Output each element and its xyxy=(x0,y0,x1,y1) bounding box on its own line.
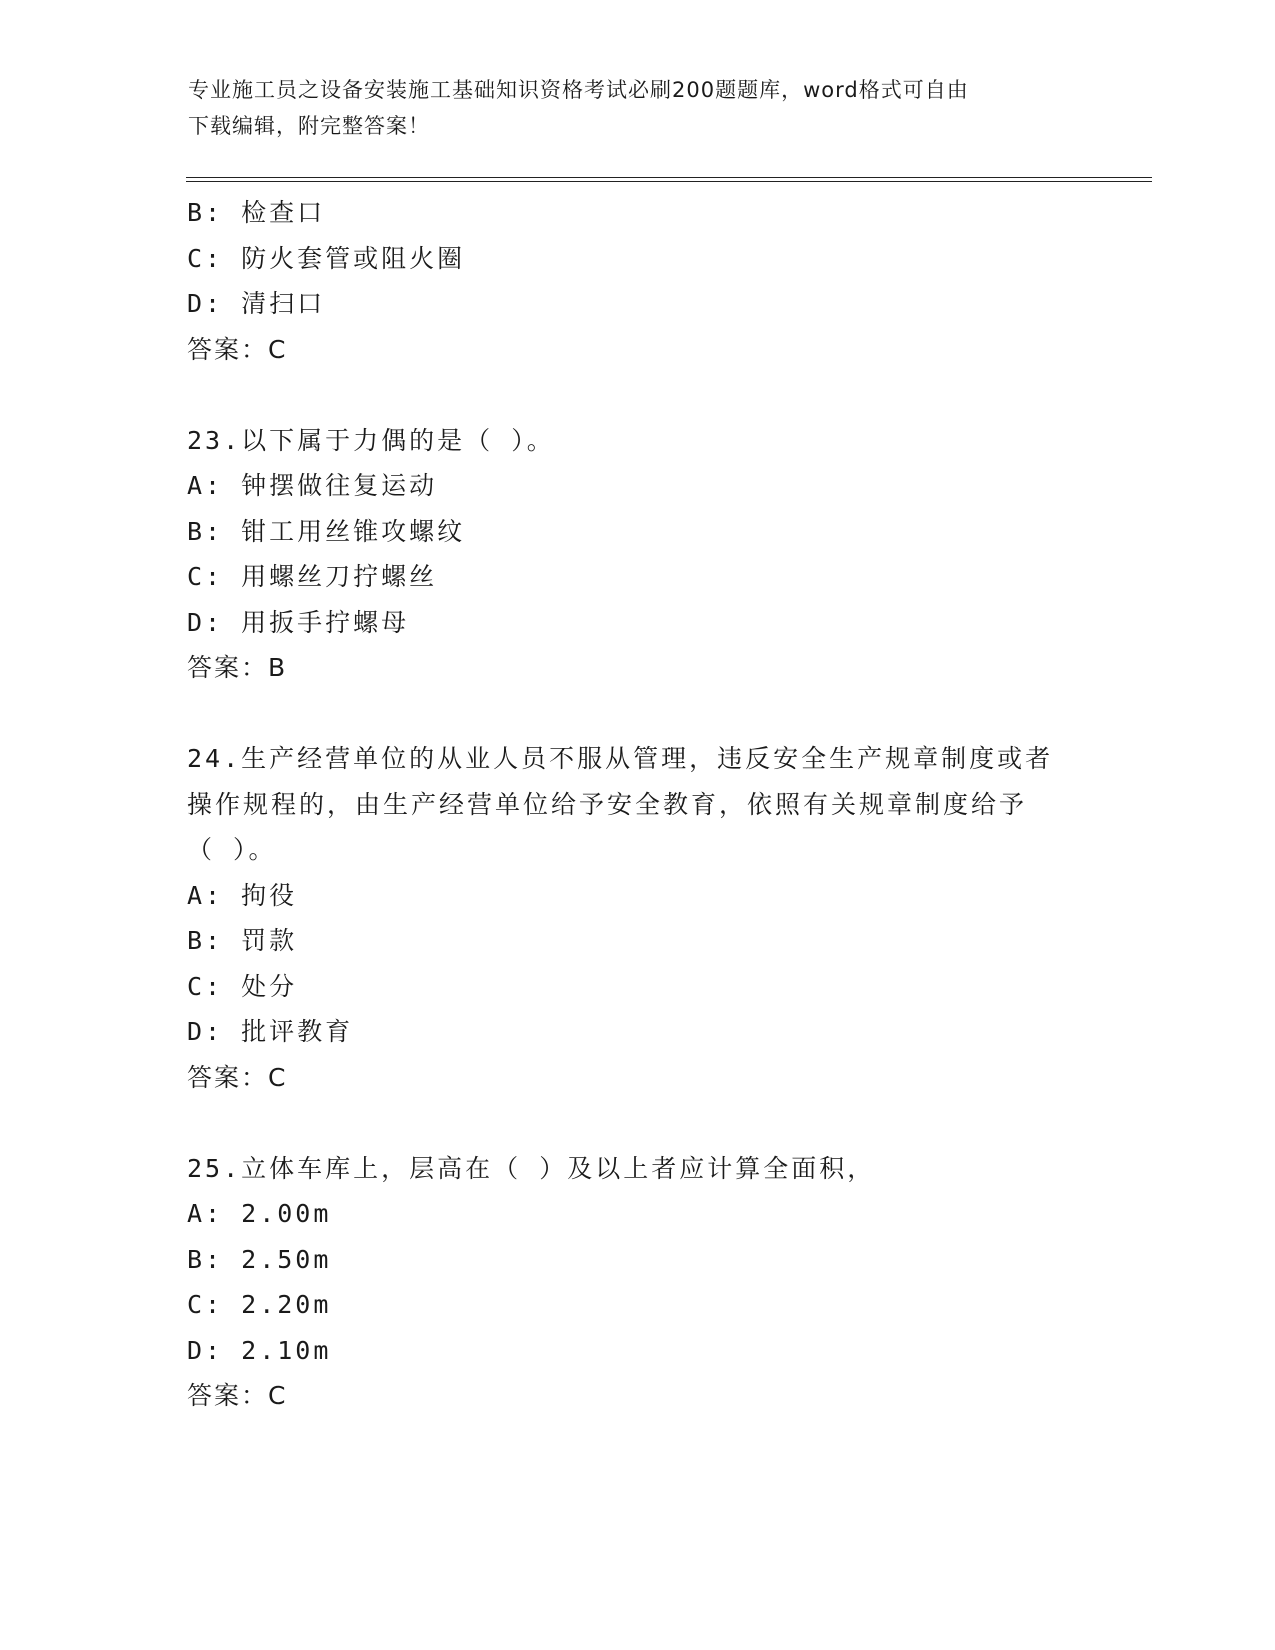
spacer xyxy=(187,372,1087,418)
option-c: C: 防火套管或阻火圈 xyxy=(187,243,466,273)
option-a: A: 拘役 xyxy=(187,880,298,910)
option-d: D: 批评教育 xyxy=(187,1017,354,1046)
question-25 xyxy=(187,1146,1087,1419)
question-stem: 23.以下属于力偶的是（ ）。 xyxy=(187,425,555,455)
option-d: D: 用扳手拧螺母 xyxy=(187,607,410,637)
option-b: B: 检查口 xyxy=(187,198,326,227)
option-d: D: 清扫口 xyxy=(187,289,326,318)
question-stem: 25.立体车库上，层高在（ ）及以上者应计算全面积， xyxy=(187,1153,876,1183)
spacer xyxy=(187,691,1087,737)
option-c: C: 处分 xyxy=(187,971,298,1001)
option-a: A: 2.00m xyxy=(187,1199,332,1228)
option-a: A: 钟摆做往复运动 xyxy=(187,471,438,500)
question-22 xyxy=(187,190,1087,372)
answer: 答案：C xyxy=(187,1381,288,1410)
question-stem-line-3: （ ）。 xyxy=(187,835,277,864)
question-content xyxy=(187,190,1087,1419)
spacer xyxy=(187,1100,1087,1146)
header-divider xyxy=(186,177,1152,182)
answer: 答案：C xyxy=(187,334,288,364)
option-c: C: 2.20m xyxy=(187,1290,332,1319)
document-header xyxy=(188,72,1088,144)
question-stem-line-1: 24.生产经营单位的从业人员不服从管理，违反安全生产规章制度或者 xyxy=(187,744,1054,773)
question-23 xyxy=(187,418,1087,691)
answer: 答案：C xyxy=(187,1062,288,1092)
option-b: B: 罚款 xyxy=(187,926,298,955)
header-title-line-2: 下载编辑，附完整答案！ xyxy=(188,114,430,138)
question-stem-line-2: 操作规程的，由生产经营单位给予安全教育，依照有关规章制度给予 xyxy=(187,789,1028,819)
header-title-line-1: 专业施工员之设备安装施工基础知识资格考试必刷200题题库，word格式可自由 xyxy=(188,78,969,102)
question-24 xyxy=(187,736,1087,1100)
option-c: C: 用螺丝刀拧螺丝 xyxy=(187,562,438,591)
answer: 答案：B xyxy=(187,653,288,682)
option-b: B: 钳工用丝锥攻螺纹 xyxy=(187,516,466,546)
option-b: B: 2.50m xyxy=(187,1244,332,1274)
option-d: D: 2.10m xyxy=(187,1335,332,1365)
